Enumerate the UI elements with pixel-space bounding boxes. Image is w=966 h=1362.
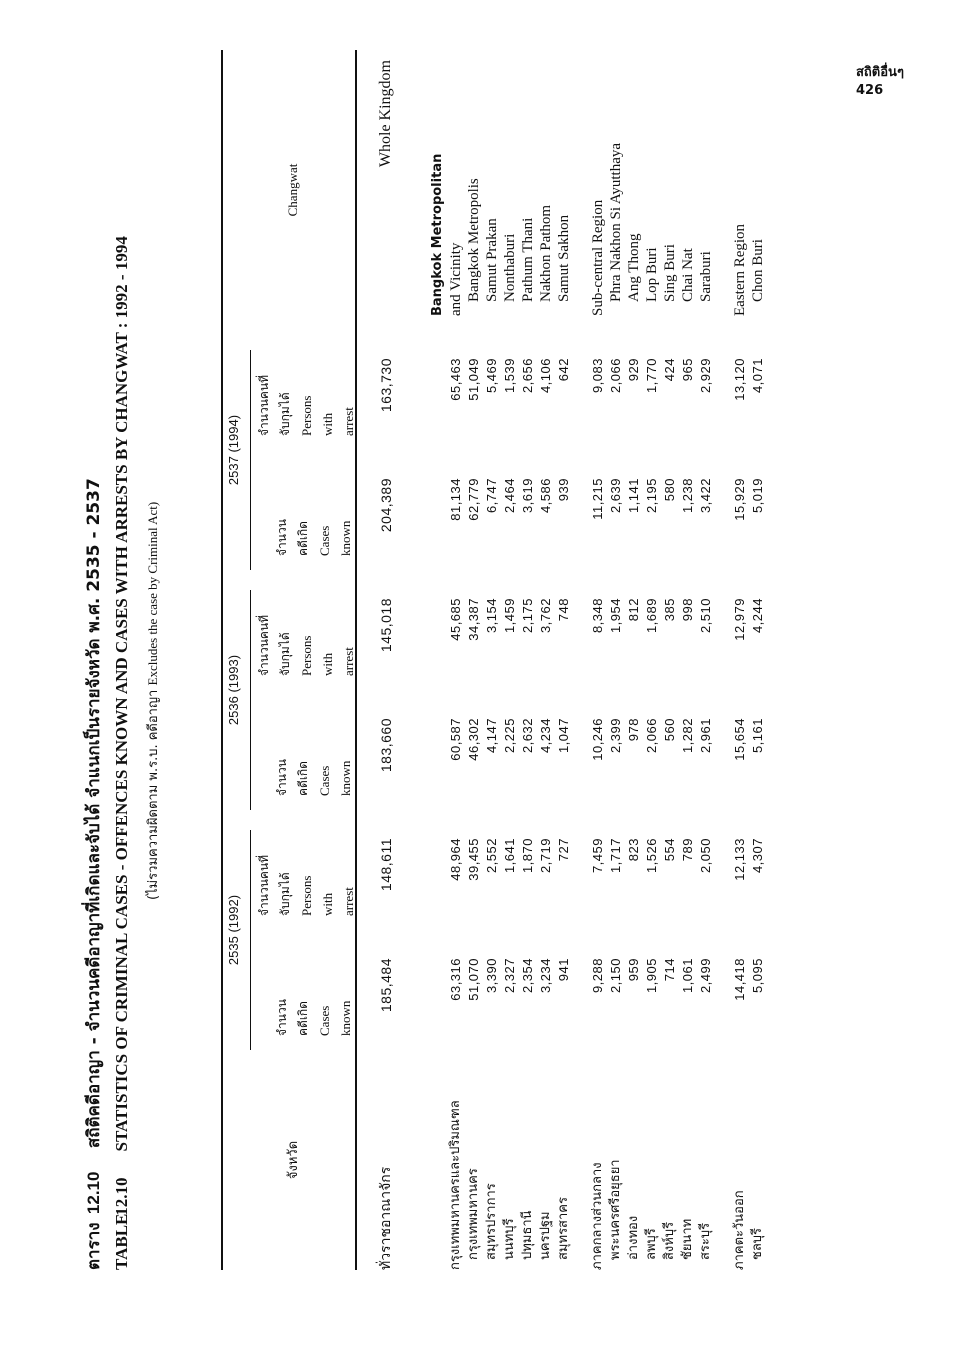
table-body (359, 50, 767, 1270)
cases-known-value: 3,619 (520, 478, 535, 514)
persons-arrest-value: 2,929 (698, 358, 713, 394)
cases-known-value: 2,632 (520, 718, 535, 754)
changwat-english: Sing Buri (662, 244, 678, 302)
changwat-thai: พระนครศรีอยุธยา (608, 1159, 623, 1260)
cases-known-value: 5,161 (750, 718, 765, 754)
changwat-thai: ชัยนาท (680, 1218, 695, 1260)
persons-arrest-value: 642 (556, 358, 571, 382)
persons-arrest-value: 148,611 (378, 838, 394, 892)
title-thai-text: สถิติคดีอาญา - จำนวนคดีอาญาที่เกิดและจับได้ จำแนกเป็นรายจังหวัด พ.ศ. 2535 - 2537 (84, 478, 104, 1149)
cases-known-value: 560 (662, 718, 677, 742)
table-row (643, 50, 661, 1270)
table-row (697, 50, 715, 1270)
changwat-english: Pathum Thani (520, 217, 536, 302)
changwat-english: Bangkok Metropolis (466, 178, 482, 302)
table-number-en: 12.10 (112, 1177, 131, 1216)
changwat-thai: ภาคตะวันออก (732, 1190, 747, 1270)
table-top-rule (221, 50, 223, 1270)
persons-arrest-value: 4,071 (750, 358, 765, 394)
persons-arrest-value: 9,083 (590, 358, 605, 394)
persons-arrest-value: 1,539 (502, 358, 517, 394)
persons-arrest-header: จำนวนคนที่ จับกุมได้ Persons with arrest (257, 854, 356, 916)
persons-arrest-value: 2,719 (538, 838, 553, 874)
persons-arrest-header: จำนวนคนที่ จับกุมได้ Persons with arrest (257, 374, 356, 436)
table-row (607, 50, 625, 1270)
table-row (661, 50, 679, 1270)
changwat-thai: สิงห์บุรี (662, 1221, 677, 1260)
spacer-row (715, 50, 731, 1270)
cases-known-value: 2,195 (644, 478, 659, 514)
changwat-thai: สระบุรี (698, 1222, 713, 1260)
persons-arrest-value: 1,770 (644, 358, 659, 394)
persons-arrest-value: 965 (680, 358, 695, 382)
changwat-thai: กรุงเทพมหานครและปริมณฑล (448, 1100, 463, 1270)
persons-arrest-value: 2,510 (698, 598, 713, 634)
title-english-label: TABLE (112, 1213, 131, 1270)
changwat-english: Nonthaburi (502, 233, 518, 302)
changwat-english: Nakhon Pathom (538, 204, 554, 302)
cases-known-value: 5,019 (750, 478, 765, 514)
cases-known-value: 1,047 (556, 718, 571, 754)
changwat-english: Chai Nat (680, 248, 696, 302)
cases-known-value: 2,639 (608, 478, 623, 514)
title-thai (80, 50, 106, 1270)
cases-known-value: 6,747 (484, 478, 499, 514)
persons-arrest-value: 65,463 (448, 358, 463, 401)
persons-arrest-value: 12,133 (732, 838, 747, 881)
persons-arrest-value: 7,459 (590, 838, 605, 874)
table-row (465, 50, 483, 1270)
cases-known-header: จำนวน คดีเกิด Cases known (275, 759, 353, 796)
cases-known-value: 1,061 (680, 958, 695, 994)
subtitle-english: Excludes the case by Criminal Act) (145, 501, 160, 686)
cases-known-value: 2,464 (502, 478, 517, 514)
cases-known-value: 81,134 (448, 478, 463, 521)
cases-known-value: 60,587 (448, 718, 463, 761)
region-row (589, 50, 607, 1270)
year-header-1993: 2536 (1993) (226, 654, 241, 726)
changwat-thai: ภาคกลางส่วนกลาง (590, 1162, 605, 1270)
persons-arrest-value: 727 (556, 838, 571, 862)
changwat-english: Ang Thong (626, 233, 642, 302)
cases-known-value: 62,779 (466, 478, 481, 521)
cases-known-value: 15,929 (732, 478, 747, 521)
cases-known-value: 714 (662, 958, 677, 982)
persons-arrest-value: 4,106 (538, 358, 553, 394)
year-header-row (226, 50, 254, 1270)
subtitle (142, 50, 163, 900)
changwat-thai: นนทบุรี (502, 1218, 517, 1260)
cases-known-value: 15,654 (732, 718, 747, 761)
empty-cell (429, 570, 447, 690)
table-row (555, 50, 573, 1270)
cases-known-value: 939 (556, 478, 571, 502)
persons-arrest-value: 4,244 (750, 598, 765, 634)
persons-arrest-value: 2,066 (608, 358, 623, 394)
persons-arrest-value: 48,964 (448, 838, 463, 881)
changwat-english: Phra Nakhon Si Ayutthaya (608, 142, 624, 302)
cases-known-value: 185,484 (378, 958, 394, 1013)
changwat-english: Samut Prakan (484, 218, 500, 302)
cases-known-value: 5,095 (750, 958, 765, 994)
title-thai-label: ตาราง (84, 1222, 104, 1270)
persons-arrest-value: 1,689 (644, 598, 659, 634)
empty-cell (429, 690, 447, 810)
changwat-header-english: Changwat (284, 163, 300, 217)
persons-arrest-value: 748 (556, 598, 571, 622)
cases-known-value: 3,234 (538, 958, 553, 994)
changwat-thai: นครปฐม (538, 1211, 553, 1260)
changwat-thai: ปทุมธานี (520, 1210, 535, 1260)
cases-known-value: 3,390 (484, 958, 499, 994)
persons-arrest-value: 12,979 (732, 598, 747, 641)
changwat-english: and Vicinity (448, 242, 464, 316)
page-number: 426 (856, 83, 884, 98)
persons-arrest-value: 2,175 (520, 598, 535, 634)
section-label: สถิติอื่นๆ (856, 65, 904, 80)
title-block (80, 50, 163, 1270)
table-number: 12.10 (84, 1171, 103, 1215)
cases-known-value: 51,070 (466, 958, 481, 1001)
persons-arrest-value: 8,348 (590, 598, 605, 634)
cases-known-value: 183,660 (378, 718, 394, 773)
cases-known-value: 46,302 (466, 718, 481, 761)
persons-arrest-value: 1,459 (502, 598, 517, 634)
cases-known-value: 14,418 (732, 958, 747, 1001)
cases-known-header: จำนวน คดีเกิด Cases known (275, 519, 353, 556)
changwat-thai: ทั่วราชอาณาจักร (378, 1166, 394, 1270)
changwat-english: Bangkok Metropolitan (430, 153, 445, 316)
table-row (749, 50, 767, 1270)
empty-cell (429, 450, 447, 570)
persons-arrest-value: 3,762 (538, 598, 553, 634)
empty-cell (429, 810, 447, 930)
cases-known-value: 2,327 (502, 958, 517, 994)
table-row (537, 50, 555, 1270)
changwat-thai: ลพบุรี (644, 1228, 659, 1260)
total-row (359, 50, 413, 1270)
changwat-thai: อ่างทอง (626, 1215, 641, 1260)
persons-arrest-value: 1,717 (608, 838, 623, 874)
persons-arrest-value: 812 (626, 598, 641, 622)
persons-arrest-value: 3,154 (484, 598, 499, 634)
cases-known-value: 2,961 (698, 718, 713, 754)
changwat-thai: สมุทรปราการ (484, 1183, 499, 1260)
cases-known-value: 1,905 (644, 958, 659, 994)
title-english-text: STATISTICS OF CRIMINAL CASES - OFFENCES KNOWN AND CASES WITH ARRESTS BY CHANGWAT : 1992 - 1994 (112, 236, 131, 1152)
cases-known-value: 4,234 (538, 718, 553, 754)
table-row (625, 50, 643, 1270)
persons-arrest-value: 929 (626, 358, 641, 382)
spacer-row (573, 50, 589, 1270)
table-row (501, 50, 519, 1270)
persons-arrest-value: 1,641 (502, 838, 517, 874)
title-english (112, 50, 140, 1270)
persons-arrest-value: 554 (662, 838, 677, 862)
persons-arrest-value: 424 (662, 358, 677, 382)
persons-arrest-value: 145,018 (378, 598, 394, 653)
changwat-english: Sub-central Region (590, 199, 606, 316)
region-label-row (429, 50, 447, 1270)
table-row (483, 50, 501, 1270)
persons-arrest-value: 4,307 (750, 838, 765, 874)
persons-arrest-value: 2,656 (520, 358, 535, 394)
cases-known-value: 2,225 (502, 718, 517, 754)
cases-known-value: 2,150 (608, 958, 623, 994)
subtitle-thai: (ไม่รวมความผิดตาม พ.ร.บ. คดีอาญา (146, 689, 161, 900)
spacer-row (413, 50, 429, 1270)
persons-arrest-value: 13,120 (732, 358, 747, 401)
persons-arrest-value: 163,730 (378, 358, 394, 413)
persons-arrest-value: 2,050 (698, 838, 713, 874)
cases-known-value: 4,147 (484, 718, 499, 754)
persons-arrest-value: 1,954 (608, 598, 623, 634)
changwat-english: Samut Sakhon (556, 214, 572, 302)
cases-known-value: 1,282 (680, 718, 695, 754)
persons-arrest-value: 45,685 (448, 598, 463, 641)
cases-known-value: 959 (626, 958, 641, 982)
persons-arrest-value: 385 (662, 598, 677, 622)
region-row (731, 50, 749, 1270)
persons-arrest-value: 1,870 (520, 838, 535, 874)
changwat-thai: ชลบุรี (750, 1227, 765, 1260)
rotated-table-page (48, 38, 918, 1300)
cases-known-value: 2,399 (608, 718, 623, 754)
cases-known-value: 204,389 (378, 478, 394, 533)
cases-known-value: 4,586 (538, 478, 553, 514)
cases-known-value: 3,422 (698, 478, 713, 514)
cases-known-value: 1,238 (680, 478, 695, 514)
cases-known-value: 11,215 (590, 478, 605, 520)
persons-arrest-header: จำนวนคนที่ จับกุมได้ Persons with arrest (257, 614, 356, 676)
changwat-thai: สมุทรสาคร (556, 1197, 571, 1260)
persons-arrest-value: 823 (626, 838, 641, 862)
empty-cell (429, 930, 447, 1050)
changwat-english: Saraburi (698, 251, 714, 302)
cases-known-value: 10,246 (590, 718, 605, 761)
changwat-english: Chon Buri (750, 239, 766, 302)
crime-statistics-table (226, 50, 767, 1270)
region-row (447, 50, 465, 1270)
changwat-english: Eastern Region (732, 223, 748, 316)
persons-arrest-value: 998 (680, 598, 695, 622)
cases-known-value: 978 (626, 718, 641, 742)
cases-known-value: 2,354 (520, 958, 535, 994)
changwat-header-thai: จังหวัด (286, 1140, 301, 1180)
cases-known-value: 2,499 (698, 958, 713, 994)
cases-known-header: จำนวน คดีเกิด Cases known (275, 999, 353, 1036)
persons-arrest-value: 5,469 (484, 358, 499, 394)
cases-known-value: 580 (662, 478, 677, 502)
table-row (519, 50, 537, 1270)
changwat-english: Whole Kingdom (377, 60, 394, 168)
year-header-1992: 2535 (1992) (226, 894, 241, 966)
empty-cell (429, 330, 447, 450)
changwat-thai: กรุงเทพมหานคร (466, 1168, 481, 1260)
cases-known-value: 941 (556, 958, 571, 982)
persons-arrest-value: 34,387 (466, 598, 481, 641)
cases-known-value: 1,141 (626, 478, 641, 514)
persons-arrest-value: 789 (680, 838, 695, 862)
changwat-thai (429, 1050, 447, 1270)
changwat-english: Lop Buri (644, 247, 660, 302)
persons-arrest-value: 1,526 (644, 838, 659, 874)
persons-arrest-value: 51,049 (466, 358, 481, 401)
persons-arrest-value: 2,552 (484, 838, 499, 874)
persons-arrest-value: 39,455 (466, 838, 481, 881)
year-header-1994: 2537 (1994) (226, 414, 241, 486)
cases-known-value: 63,316 (448, 958, 463, 1001)
table-row (679, 50, 697, 1270)
cases-known-value: 9,288 (590, 958, 605, 994)
cases-known-value: 2,066 (644, 718, 659, 754)
